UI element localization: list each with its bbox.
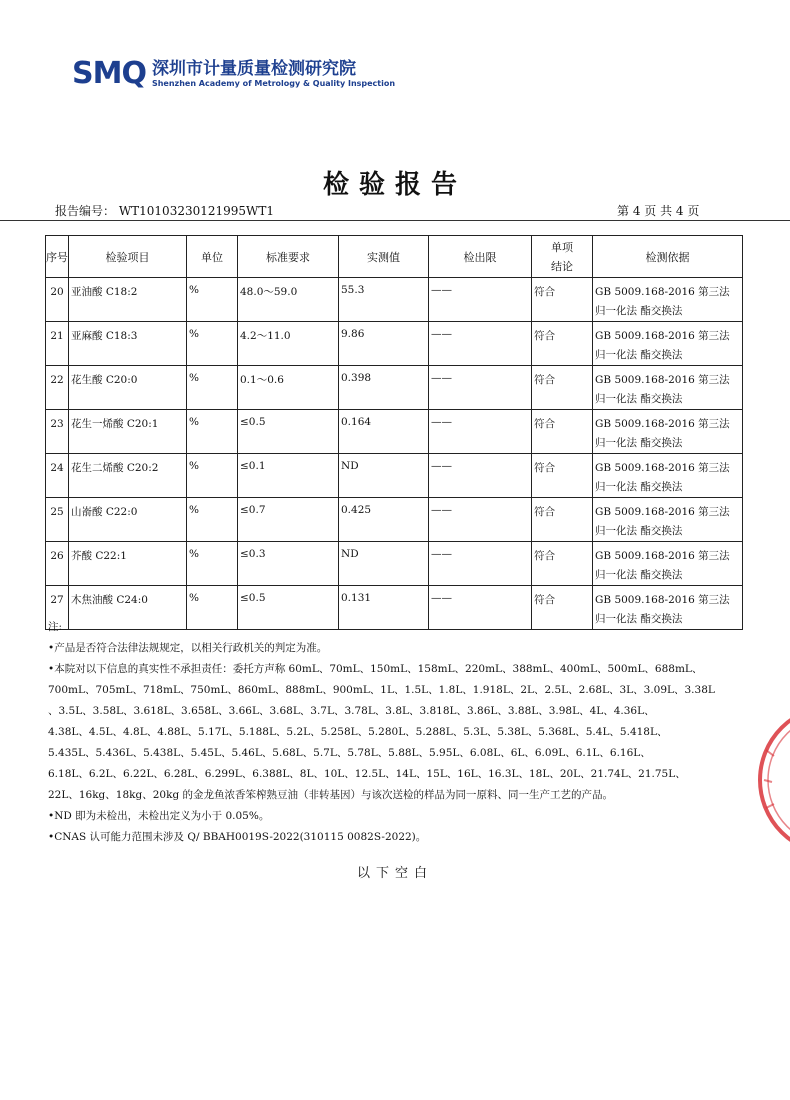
table-row	[46, 542, 743, 586]
cell-limit: ——	[429, 498, 532, 542]
page-number: 第 4 页 共 4 页	[617, 204, 700, 218]
report-title: 检验报告	[322, 170, 467, 200]
col-header-limit: 检出限	[429, 236, 532, 278]
cell-basis: GB 5009.168-2016 第三法 归一化法 酯交换法	[593, 586, 743, 630]
cell-basis: GB 5009.168-2016 第三法 归一化法 酯交换法	[593, 278, 743, 322]
seal-stamp	[756, 690, 790, 870]
header-rule	[0, 220, 790, 221]
cell-measured: ND	[339, 542, 429, 586]
note-line: 、3.5L、3.58L、3.618L、3.658L、3.66L、3.68L、3.7L、3.78L、3.8L、3.818L、3.86L、3.88L、3.98L、4L、4.36L、	[48, 705, 655, 717]
org-logo	[72, 56, 395, 91]
report-number: 报告编号： WT10103230121995WT1	[55, 204, 275, 218]
cell-no: 22	[46, 366, 69, 410]
cell-limit: ——	[429, 454, 532, 498]
cell-unit: %	[187, 586, 238, 630]
cell-no: 23	[46, 410, 69, 454]
cell-measured: 55.3	[339, 278, 429, 322]
table-row	[46, 278, 743, 322]
cell-requirement: ≤0.7	[238, 498, 339, 542]
col-header-basis: 检测依据	[593, 236, 743, 278]
note-line: •产品是否符合法律法规规定，以相关行政机关的判定为准。	[48, 642, 328, 654]
cell-basis: GB 5009.168-2016 第三法 归一化法 酯交换法	[593, 410, 743, 454]
cell-item: 山嵛酸 C22:0	[69, 498, 187, 542]
cell-item: 木焦油酸 C24:0	[69, 586, 187, 630]
cell-item: 花生酸 C20:0	[69, 366, 187, 410]
cell-limit: ——	[429, 322, 532, 366]
col-header-no: 序号	[46, 236, 69, 278]
note-line: •CNAS 认可能力范围未涉及 Q/ BBAH0019S-2022(310115 0082S-2022)。	[48, 831, 427, 843]
cell-conclusion: 符合	[532, 586, 593, 630]
logo-text	[152, 59, 395, 89]
cell-unit: %	[187, 366, 238, 410]
table-row	[46, 410, 743, 454]
cell-requirement: ≤0.5	[238, 586, 339, 630]
cell-measured: 0.164	[339, 410, 429, 454]
results-table	[45, 235, 743, 630]
note-line: 700mL、705mL、718mL、750mL、860mL、888mL、900mL、1L、1.5L、1.8L、1.918L、2L、2.5L、2.68L、3L、3.09L、3.38L	[48, 684, 715, 696]
table-row	[46, 322, 743, 366]
cell-conclusion: 符合	[532, 322, 593, 366]
cell-no: 25	[46, 498, 69, 542]
cell-conclusion: 符合	[532, 366, 593, 410]
cell-measured: 0.425	[339, 498, 429, 542]
cell-limit: ——	[429, 542, 532, 586]
cell-no: 26	[46, 542, 69, 586]
cell-unit: %	[187, 454, 238, 498]
cell-unit: %	[187, 322, 238, 366]
cell-requirement: 4.2～11.0	[238, 322, 339, 366]
cell-no: 24	[46, 454, 69, 498]
cell-requirement: 0.1～0.6	[238, 366, 339, 410]
cell-basis: GB 5009.168-2016 第三法 归一化法 酯交换法	[593, 498, 743, 542]
cell-item: 芥酸 C22:1	[69, 542, 187, 586]
cell-limit: ——	[429, 586, 532, 630]
note-line: 22L、16kg、18kg、20kg 的金龙鱼浓香笨榨熟豆油（非转基因）与该次送检的样品为同一原料、同一生产工艺的产品。	[48, 789, 614, 801]
cell-unit: %	[187, 498, 238, 542]
cell-basis: GB 5009.168-2016 第三法 归一化法 酯交换法	[593, 322, 743, 366]
table-row	[46, 366, 743, 410]
note-line: •ND 即为未检出，未检出定义为小于 0.05%。	[48, 810, 270, 822]
table-header-row	[46, 236, 743, 278]
col-header-requirement: 标准要求	[238, 236, 339, 278]
cell-unit: %	[187, 410, 238, 454]
col-header-unit: 单位	[187, 236, 238, 278]
cell-measured: 0.398	[339, 366, 429, 410]
col-header-item: 检验项目	[69, 236, 187, 278]
table-row	[46, 498, 743, 542]
cell-unit: %	[187, 278, 238, 322]
cell-basis: GB 5009.168-2016 第三法 归一化法 酯交换法	[593, 366, 743, 410]
cell-item: 亚油酸 C18:2	[69, 278, 187, 322]
cell-measured: 9.86	[339, 322, 429, 366]
cell-limit: ——	[429, 410, 532, 454]
org-name-en: Shenzhen Academy of Metrology & Quality Inspection	[151, 78, 396, 88]
cell-limit: ——	[429, 278, 532, 322]
logo-mark: SMQ	[72, 56, 146, 91]
cell-basis: GB 5009.168-2016 第三法 归一化法 酯交换法	[593, 454, 743, 498]
notes-label: 注:	[48, 621, 63, 633]
cell-conclusion: 符合	[532, 278, 593, 322]
cell-requirement: 48.0～59.0	[238, 278, 339, 322]
cell-conclusion: 符合	[532, 454, 593, 498]
note-line: 6.18L、6.2L、6.22L、6.28L、6.299L、6.388L、8L、10L、12.5L、14L、15L、16L、16.3L、18L、20L、21.74L、21.75L、	[48, 768, 686, 780]
notes-section	[48, 617, 748, 848]
cell-basis: GB 5009.168-2016 第三法 归一化法 酯交换法	[593, 542, 743, 586]
note-line: 4.38L、4.5L、4.8L、4.88L、5.17L、5.188L、5.2L、5.258L、5.280L、5.288L、5.3L、5.38L、5.368L、5.4L、5.418L、	[48, 726, 668, 738]
col-header-conclusion: 单项结论	[532, 236, 593, 278]
cell-no: 21	[46, 322, 69, 366]
cell-conclusion: 符合	[532, 410, 593, 454]
note-line: 5.435L、5.436L、5.438L、5.45L、5.46L、5.68L、5.7L、5.78L、5.88L、5.95L、6.08L、6L、6.09L、6.1L、6.16L、	[48, 747, 651, 759]
col-header-measured: 实测值	[339, 236, 429, 278]
cell-item: 花生二烯酸 C20:2	[69, 454, 187, 498]
cell-limit: ——	[429, 366, 532, 410]
cell-requirement: ≤0.5	[238, 410, 339, 454]
cell-no: 27	[46, 586, 69, 630]
cell-unit: %	[187, 542, 238, 586]
cell-item: 亚麻酸 C18:3	[69, 322, 187, 366]
table-row	[46, 454, 743, 498]
cell-item: 花生一烯酸 C20:1	[69, 410, 187, 454]
cell-measured: ND	[339, 454, 429, 498]
cell-requirement: ≤0.1	[238, 454, 339, 498]
cell-conclusion: 符合	[532, 498, 593, 542]
org-name-cn: 深圳市计量质量检测研究院	[151, 58, 356, 79]
note-line: •本院对以下信息的真实性不承担责任：委托方声称 60mL、70mL、150mL、158mL、220mL、388mL、400mL、500mL、688mL、	[48, 663, 703, 675]
cell-conclusion: 符合	[532, 542, 593, 586]
blank-mark: 以下空白	[356, 866, 433, 881]
cell-no: 20	[46, 278, 69, 322]
cell-requirement: ≤0.3	[238, 542, 339, 586]
cell-measured: 0.131	[339, 586, 429, 630]
